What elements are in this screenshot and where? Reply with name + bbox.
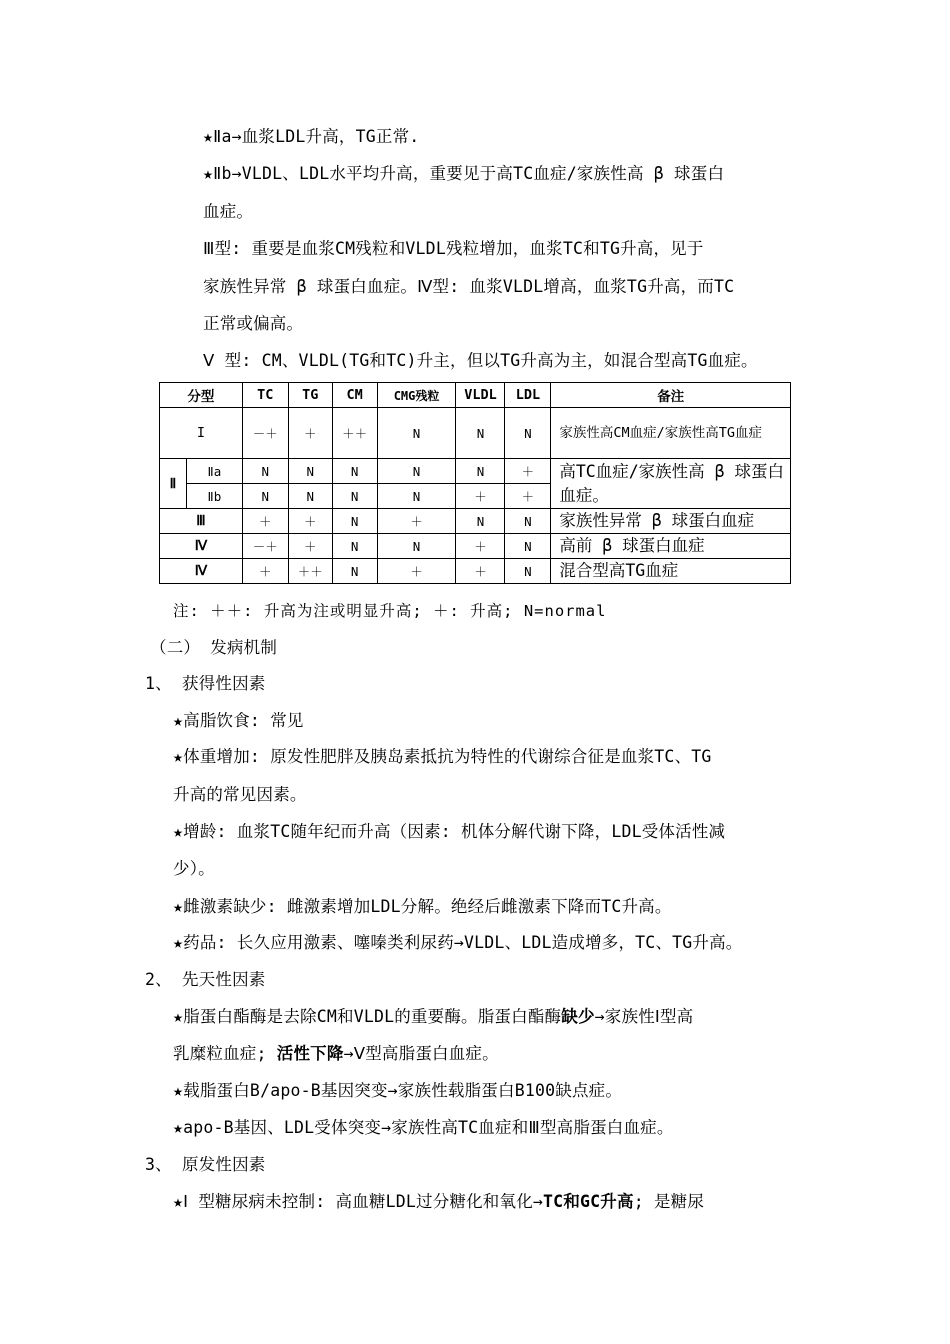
list-item-cont: 少）。 (173, 859, 215, 878)
table-cell: N (456, 408, 505, 459)
table-cell: ＋ (456, 484, 505, 509)
table-cell: ＋ (505, 459, 551, 484)
table-cell: ＋＋ (332, 408, 377, 459)
list-item: ★体重增加: 原发性肥胖及胰岛素抵抗为特性的代谢综合征是血浆TC、TG (173, 747, 712, 766)
intro-line-3a: Ⅲ型: 重要是血浆CM残粒和VLDL残粒增加，血浆TC和TG升高，见于 (203, 239, 704, 258)
table-cell: N (456, 509, 505, 534)
list-item (173, 1191, 704, 1213)
table-cell: ＋ (456, 534, 505, 559)
table-cell: ＋ (288, 408, 332, 459)
table-cell: N (288, 484, 332, 509)
table-cell: N (332, 534, 377, 559)
list-item: ★药品: 长久应用激素、噻嗪类利尿药→VLDL、LDL造成增多，TC、TG升高。 (173, 933, 743, 952)
table-cell: ＋＋ (288, 559, 332, 584)
table-cell: N (332, 459, 377, 484)
text-run: ★脂蛋白酯酶是去除CM和VLDL的重要酶。脂蛋白酯酶 (173, 1007, 562, 1026)
header-vldl: VLDL (456, 383, 505, 408)
table-cell: N (377, 408, 456, 459)
group-cell: Ⅱ (160, 459, 187, 509)
intro-line-2b: 血症。 (203, 202, 254, 221)
note-cell: 家族性高CM血症/家族性高TG血症 (551, 408, 791, 459)
type-cell: Ⅳ (160, 534, 243, 559)
header-type: 分型 (160, 383, 243, 408)
table-footnote: 注: ＋＋: 升高为注或明显升高; ＋: 升高; N=normal (173, 602, 607, 620)
subsection-title-1: 1、 获得性因素 (145, 674, 266, 693)
table-cell: N (288, 459, 332, 484)
text-run: 乳糜粒血症; (173, 1044, 267, 1063)
table-cell: N (332, 509, 377, 534)
table-cell: N (332, 559, 377, 584)
header-ldl: LDL (505, 383, 551, 408)
table-cell: ＋ (288, 534, 332, 559)
list-item (173, 1006, 693, 1028)
table-cell: N (332, 484, 377, 509)
intro-line-3b: 家族性异常 β 球蛋白血症。Ⅳ型: 血浆VLDL增高，血浆TG升高，而TC (203, 277, 735, 296)
text-run: →Ⅴ型高脂蛋白血症。 (343, 1044, 499, 1063)
table-row (160, 509, 791, 534)
emphasis-text: TC和GC升高 (543, 1192, 634, 1211)
table-cell: N (505, 534, 551, 559)
table-cell: ＋ (242, 559, 288, 584)
type-cell: I (160, 408, 243, 459)
table-cell: ＋ (505, 484, 551, 509)
text-run: →家族性Ⅰ型高 (594, 1007, 694, 1026)
table-cell: －＋ (242, 534, 288, 559)
type-cell: Ⅳ (160, 559, 243, 584)
table-cell: N (456, 459, 505, 484)
intro-line-2a: ★Ⅱb→VLDL、LDL水平均升高，重要见于高TC血症/家族性高 β 球蛋白 (203, 164, 725, 183)
note-cell: 家族性异常 β 球蛋白血症 (551, 509, 791, 534)
list-item: ★高脂饮食: 常见 (173, 711, 304, 730)
header-cmg: CMG残粒 (377, 383, 456, 408)
intro-line-3c: 正常或偏高。 (203, 314, 304, 333)
text-run: ; 是糖尿 (633, 1192, 705, 1211)
subsection-title-3: 3、 原发性因素 (145, 1155, 266, 1174)
note-cell: 混合型高TG血症 (551, 559, 791, 584)
text-run: ★Ⅰ 型糖尿病未控制: 高血糖LDL过分糖化和氧化→ (173, 1192, 544, 1211)
note-cell: 高前 β 球蛋白血症 (551, 534, 791, 559)
header-tc: TC (242, 383, 288, 408)
subtype-cell: Ⅱa (186, 459, 242, 484)
table-cell: ＋ (377, 509, 456, 534)
header-note: 备注 (551, 383, 791, 408)
list-item: ★增龄: 血浆TC随年纪而升高（因素: 机体分解代谢下降，LDL受体活性减 (173, 822, 726, 841)
header-tg: TG (288, 383, 332, 408)
table-cell: ＋ (288, 509, 332, 534)
subsection-title-2: 2、 先天性因素 (145, 970, 266, 989)
table-cell: N (505, 509, 551, 534)
list-item-cont (173, 1043, 499, 1065)
table-cell: N (242, 484, 288, 509)
table-row (160, 408, 791, 459)
table-cell: ＋ (377, 559, 456, 584)
type-cell: Ⅲ (160, 509, 243, 534)
table-cell: ＋ (456, 559, 505, 584)
table-cell: N (505, 408, 551, 459)
table-row (160, 534, 791, 559)
intro-line-4: Ⅴ 型: CM、VLDL(TG和TC)升主，但以TG升高为主，如混合型高TG血症。 (203, 351, 758, 370)
intro-line-1: ★Ⅱa→血浆LDL升高，TG正常. (203, 127, 420, 146)
section-heading: （二） 发病机制 (150, 638, 278, 657)
table-cell: N (377, 534, 456, 559)
table-header-row (160, 383, 791, 408)
lipoprotein-type-table (159, 382, 791, 584)
table-cell: ＋ (242, 509, 288, 534)
table-cell: N (377, 459, 456, 484)
emphasis-text: 活性下降 (276, 1044, 344, 1063)
list-item: ★载脂蛋白B/apo-B基因突变→家族性载脂蛋白B100缺点症。 (173, 1081, 623, 1100)
subtype-cell: Ⅱb (186, 484, 242, 509)
table-cell: N (505, 559, 551, 584)
emphasis-text: 缺少 (561, 1007, 595, 1026)
list-item-cont: 升高的常见因素。 (173, 785, 307, 804)
table-cell: －＋ (242, 408, 288, 459)
table-row (160, 459, 791, 484)
table-row (160, 559, 791, 584)
table-cell: N (242, 459, 288, 484)
list-item: ★apo-B基因、LDL受体突变→家族性高TC血症和Ⅲ型高脂蛋白血症。 (173, 1118, 674, 1137)
note-cell: 高TC血症/家族性高 β 球蛋白血症。 (551, 459, 791, 509)
list-item: ★雌激素缺少: 雌激素增加LDL分解。绝经后雌激素下降而TC升高。 (173, 897, 672, 916)
table-cell: N (377, 484, 456, 509)
header-cm: CM (332, 383, 377, 408)
